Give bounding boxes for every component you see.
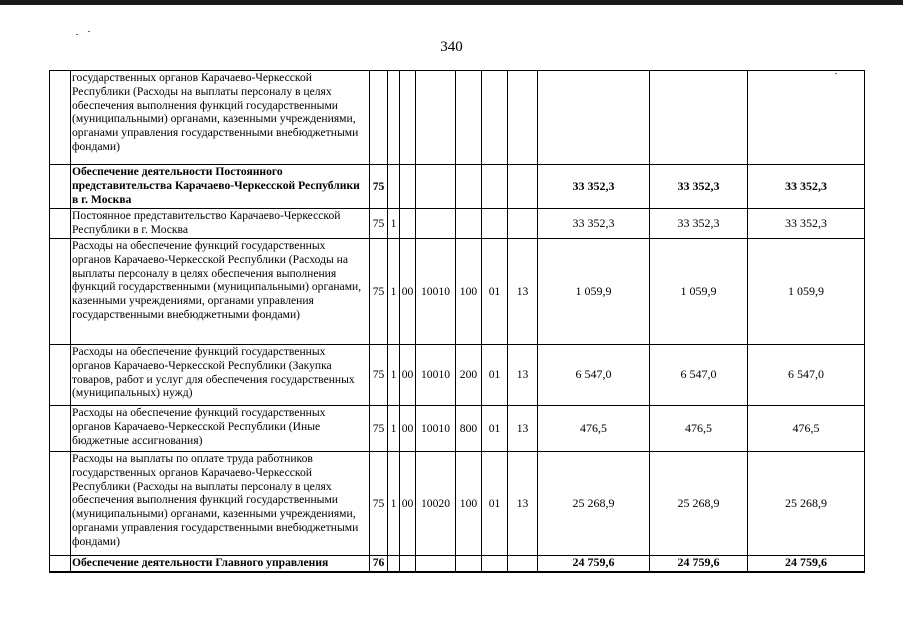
cell-code-2 xyxy=(388,165,400,209)
cell-code-1: 75 xyxy=(370,406,388,452)
cell-amount-1: 24 759,6 xyxy=(538,556,650,572)
cell-code-7: 13 xyxy=(508,239,538,345)
table-row xyxy=(50,165,865,209)
cell-amount-3: 33 352,3 xyxy=(748,165,865,209)
table-row xyxy=(50,239,865,345)
cell-code-5: 200 xyxy=(456,345,482,406)
cell-code-3: 00 xyxy=(400,345,416,406)
cell-amount-3: 33 352,3 xyxy=(748,209,865,239)
cell-code-5: 100 xyxy=(456,452,482,556)
cell-code-4 xyxy=(416,71,456,165)
cell-code-7 xyxy=(508,71,538,165)
cell-amount-3: 6 547,0 xyxy=(748,345,865,406)
cell-code-6 xyxy=(482,209,508,239)
budget-table xyxy=(49,70,865,573)
cell-amount-2: 6 547,0 xyxy=(650,345,748,406)
cell-code-4: 10020 xyxy=(416,452,456,556)
cell-blank xyxy=(50,406,71,452)
cell-code-5 xyxy=(456,209,482,239)
cell-amount-2: 24 759,6 xyxy=(650,556,748,572)
cell-code-6: 01 xyxy=(482,239,508,345)
cell-blank xyxy=(50,209,71,239)
cell-blank xyxy=(50,452,71,556)
page-number: 340 xyxy=(440,39,463,55)
table-row xyxy=(50,345,865,406)
cell-code-1: 75 xyxy=(370,452,388,556)
scan-speck xyxy=(76,34,78,35)
cell-name: Обеспечение деятельности Главного управления xyxy=(71,556,370,572)
cell-code-7 xyxy=(508,165,538,209)
cell-code-1: 75 xyxy=(370,165,388,209)
cell-name: Постоянное представительство Карачаево-Черкесской Республики в г. Москва xyxy=(71,209,370,239)
cell-amount-3: 476,5 xyxy=(748,406,865,452)
cell-blank xyxy=(50,556,71,572)
cell-code-2: 1 xyxy=(388,239,400,345)
cell-code-4: 10010 xyxy=(416,406,456,452)
cell-code-6 xyxy=(482,165,508,209)
table-row xyxy=(50,452,865,556)
cell-code-2: 1 xyxy=(388,345,400,406)
cell-code-3: 00 xyxy=(400,239,416,345)
cell-amount-1: 25 268,9 xyxy=(538,452,650,556)
cell-code-3 xyxy=(400,556,416,572)
cell-code-7: 13 xyxy=(508,406,538,452)
cell-amount-2 xyxy=(650,71,748,165)
cell-amount-3: 1 059,9 xyxy=(748,239,865,345)
table-row xyxy=(50,71,865,165)
cell-code-2: 1 xyxy=(388,452,400,556)
cell-code-2 xyxy=(388,71,400,165)
cell-code-7: 13 xyxy=(508,345,538,406)
cell-code-4: 10010 xyxy=(416,345,456,406)
cell-name: Расходы на обеспечение функций государственных органов Карачаево-Черкесской Республики (Расходы на выплаты персоналу в целях обеспечения выполнения функций государственными (муниципальными) органами, казенными учреждениями, органами управления государственными внебюджетными фондами) xyxy=(71,239,370,345)
cell-amount-1: 33 352,3 xyxy=(538,209,650,239)
table-body xyxy=(50,71,865,572)
cell-code-5: 800 xyxy=(456,406,482,452)
cell-code-5 xyxy=(456,71,482,165)
cell-name: государственных органов Карачаево-Черкесской Республики (Расходы на выплаты персоналу в целях обеспечения выполнения функций государственными (муниципальными) органами, казенными учреждениями, органами управления государственными внебюджетными фондами) xyxy=(71,71,370,165)
cell-code-6 xyxy=(482,556,508,572)
cell-code-3: 00 xyxy=(400,452,416,556)
cell-name: Расходы на обеспечение функций государственных органов Карачаево-Черкесской Республики (Закупка товаров, работ и услуг для обеспечения государственных (муниципальных) нужд) xyxy=(71,345,370,406)
cell-name: Расходы на обеспечение функций государственных органов Карачаево-Черкесской Республики (Иные бюджетные ассигнования) xyxy=(71,406,370,452)
cell-amount-1: 1 059,9 xyxy=(538,239,650,345)
cell-blank xyxy=(50,345,71,406)
cell-amount-3 xyxy=(748,71,865,165)
cell-code-5 xyxy=(456,165,482,209)
cell-code-4 xyxy=(416,209,456,239)
cell-code-4 xyxy=(416,165,456,209)
scan-speck xyxy=(88,31,90,32)
cell-amount-2: 476,5 xyxy=(650,406,748,452)
cell-code-6 xyxy=(482,71,508,165)
cell-amount-2: 25 268,9 xyxy=(650,452,748,556)
cell-name: Расходы на выплаты по оплате труда работников государственных органов Карачаево-Черкесской Республики (Расходы на выплаты персоналу в целях обеспечения выполнения функций государственными (муниципальными) органами, казенными учреждениями, органами управления государственными внебюджетными фондами) xyxy=(71,452,370,556)
cell-code-2: 1 xyxy=(388,209,400,239)
cell-code-1: 75 xyxy=(370,209,388,239)
cell-code-6: 01 xyxy=(482,345,508,406)
cell-code-2 xyxy=(388,556,400,572)
cell-code-1 xyxy=(370,71,388,165)
cell-amount-2: 1 059,9 xyxy=(650,239,748,345)
cell-code-6: 01 xyxy=(482,452,508,556)
cell-code-7 xyxy=(508,556,538,572)
cell-amount-1 xyxy=(538,71,650,165)
cell-code-3: 00 xyxy=(400,406,416,452)
cell-code-5 xyxy=(456,556,482,572)
table-row xyxy=(50,556,865,572)
cell-amount-1: 33 352,3 xyxy=(538,165,650,209)
cell-amount-1: 476,5 xyxy=(538,406,650,452)
cell-code-6: 01 xyxy=(482,406,508,452)
cell-amount-2: 33 352,3 xyxy=(650,165,748,209)
cell-blank xyxy=(50,71,71,165)
cell-amount-3: 25 268,9 xyxy=(748,452,865,556)
table-row xyxy=(50,209,865,239)
cell-name: Обеспечение деятельности Постоянного представительства Карачаево-Черкесской Республики в г. Москва xyxy=(71,165,370,209)
cell-code-4 xyxy=(416,556,456,572)
cell-code-2: 1 xyxy=(388,406,400,452)
scan-border xyxy=(0,0,903,5)
cell-code-5: 100 xyxy=(456,239,482,345)
cell-code-3 xyxy=(400,165,416,209)
cell-blank xyxy=(50,239,71,345)
cell-code-1: 75 xyxy=(370,239,388,345)
cell-code-1: 75 xyxy=(370,345,388,406)
cell-amount-2: 33 352,3 xyxy=(650,209,748,239)
cell-code-4: 10010 xyxy=(416,239,456,345)
cell-code-7: 13 xyxy=(508,452,538,556)
cell-amount-3: 24 759,6 xyxy=(748,556,865,572)
cell-code-3 xyxy=(400,209,416,239)
cell-code-7 xyxy=(508,209,538,239)
cell-amount-1: 6 547,0 xyxy=(538,345,650,406)
table-row xyxy=(50,406,865,452)
cell-blank xyxy=(50,165,71,209)
cell-code-1: 76 xyxy=(370,556,388,572)
cell-code-3 xyxy=(400,71,416,165)
